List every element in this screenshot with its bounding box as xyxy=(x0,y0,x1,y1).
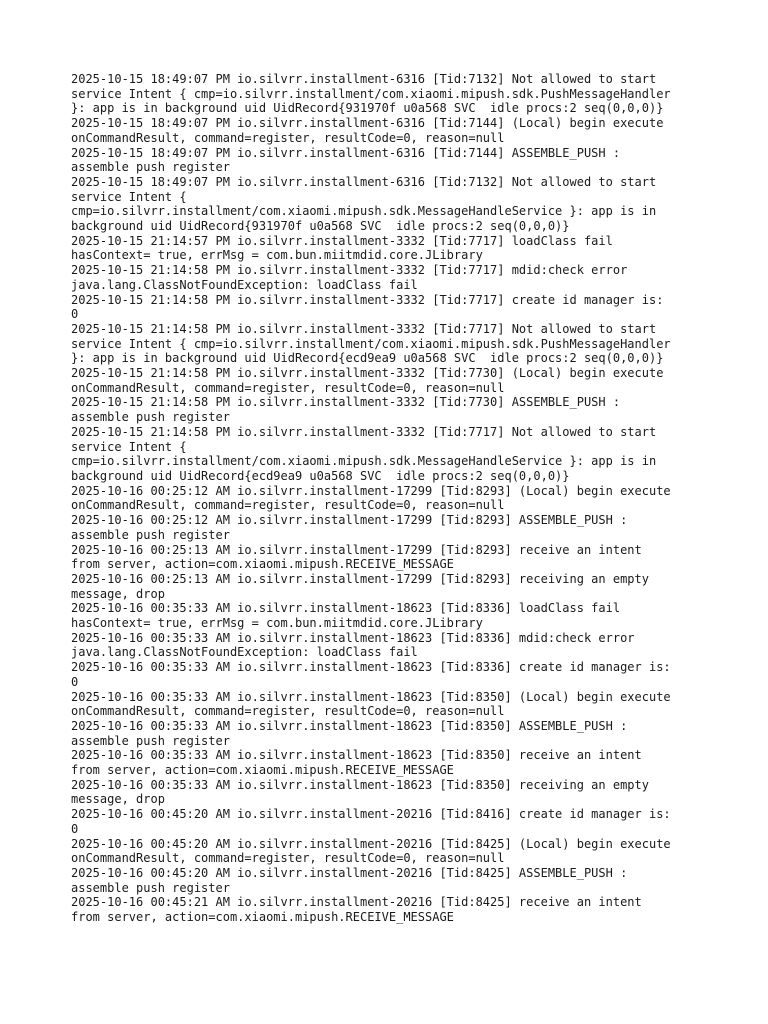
log-line: 2025-10-16 00:35:33 AM io.silvrr.installment-18623 [Tid:8336] create id manager is: xyxy=(71,660,671,675)
log-line: assemble push register xyxy=(71,880,230,895)
log-line: assemble push register xyxy=(71,733,230,748)
log-line: 2025-10-15 21:14:58 PM io.silvrr.installment-3332 [Tid:7717] Not allowed to start xyxy=(71,321,657,336)
log-line: assemble push register xyxy=(71,410,230,425)
log-line: }: app is in background uid UidRecord{931970f u0a568 SVC idle procs:2 seq(0,0,0)} xyxy=(71,101,664,116)
log-line: 2025-10-16 00:35:33 AM io.silvrr.installment-18623 [Tid:8350] (Local) begin execute xyxy=(71,689,671,704)
log-line: onCommandResult, command=register, resultCode=0, reason=null xyxy=(71,704,505,719)
log-line: 2025-10-16 00:35:33 AM io.silvrr.installment-18623 [Tid:8336] loadClass fail xyxy=(71,601,621,616)
log-line: onCommandResult, command=register, resultCode=0, reason=null xyxy=(71,130,505,145)
log-line: from server, action=com.xiaomi.mipush.RECEIVE_MESSAGE xyxy=(71,910,454,925)
log-line: from server, action=com.xiaomi.mipush.RECEIVE_MESSAGE xyxy=(71,557,454,572)
log-line: cmp=io.silvrr.installment/com.xiaomi.mipush.sdk.MessageHandleService }: app is in xyxy=(71,454,657,469)
log-line: background uid UidRecord{ecd9ea9 u0a568 SVC idle procs:2 seq(0,0,0)} xyxy=(71,468,570,483)
log-line: 2025-10-15 21:14:57 PM io.silvrr.installment-3332 [Tid:7717] loadClass fail xyxy=(71,233,613,248)
log-line: hasContext= true, errMsg = com.bun.miitmdid.core.JLibrary xyxy=(71,616,483,631)
log-line: onCommandResult, command=register, resultCode=0, reason=null xyxy=(71,498,505,513)
log-line: 0 xyxy=(71,674,79,689)
log-line: java.lang.ClassNotFoundException: loadClass fail xyxy=(71,277,418,292)
log-line: 2025-10-16 00:45:21 AM io.silvrr.installment-20216 [Tid:8425] receive an intent xyxy=(71,895,642,910)
log-line: 2025-10-16 00:25:13 AM io.silvrr.installment-17299 [Tid:8293] receive an intent xyxy=(71,542,642,557)
log-line: 2025-10-16 00:25:13 AM io.silvrr.installment-17299 [Tid:8293] receiving an empty xyxy=(71,571,649,586)
log-line: assemble push register xyxy=(71,160,230,175)
log-line: 2025-10-16 00:45:20 AM io.silvrr.installment-20216 [Tid:8425] (Local) begin execute xyxy=(71,836,671,851)
log-line: service Intent { cmp=io.silvrr.installment/com.xiaomi.mipush.sdk.PushMessageHandler xyxy=(71,336,671,351)
log-line: 0 xyxy=(71,821,79,836)
log-line: 2025-10-16 00:35:33 AM io.silvrr.installment-18623 [Tid:8350] ASSEMBLE_PUSH : xyxy=(71,718,628,733)
log-line: assemble push register xyxy=(71,527,230,542)
log-line: background uid UidRecord{931970f u0a568 SVC idle procs:2 seq(0,0,0)} xyxy=(71,219,570,234)
log-line: 2025-10-15 18:49:07 PM io.silvrr.installment-6316 [Tid:7132] Not allowed to start xyxy=(71,72,657,86)
log-line: 2025-10-16 00:45:20 AM io.silvrr.installment-20216 [Tid:8416] create id manager is: xyxy=(71,807,671,822)
log-document xyxy=(71,72,711,925)
log-line: 2025-10-16 00:35:33 AM io.silvrr.installment-18623 [Tid:8350] receive an intent xyxy=(71,748,642,763)
log-line: 2025-10-15 21:14:58 PM io.silvrr.installment-3332 [Tid:7717] mdid:check error xyxy=(71,263,628,278)
log-line: 0 xyxy=(71,307,79,322)
log-line: from server, action=com.xiaomi.mipush.RECEIVE_MESSAGE xyxy=(71,763,454,778)
log-line: 2025-10-16 00:35:33 AM io.silvrr.installment-18623 [Tid:8336] mdid:check error xyxy=(71,630,635,645)
log-line: service Intent { cmp=io.silvrr.installment/com.xiaomi.mipush.sdk.PushMessageHandler xyxy=(71,86,671,101)
log-line: service Intent { xyxy=(71,439,187,454)
log-line: 2025-10-16 00:25:12 AM io.silvrr.installment-17299 [Tid:8293] ASSEMBLE_PUSH : xyxy=(71,513,628,528)
log-line: message, drop xyxy=(71,792,165,807)
log-line: service Intent { xyxy=(71,189,187,204)
log-line: cmp=io.silvrr.installment/com.xiaomi.mipush.sdk.MessageHandleService }: app is in xyxy=(71,204,657,219)
log-line: hasContext= true, errMsg = com.bun.miitmdid.core.JLibrary xyxy=(71,248,483,263)
log-line: 2025-10-15 18:49:07 PM io.silvrr.installment-6316 [Tid:7132] Not allowed to start xyxy=(71,174,657,189)
log-line: 2025-10-16 00:45:20 AM io.silvrr.installment-20216 [Tid:8425] ASSEMBLE_PUSH : xyxy=(71,865,628,880)
log-line: }: app is in background uid UidRecord{ecd9ea9 u0a568 SVC idle procs:2 seq(0,0,0)} xyxy=(71,351,664,366)
log-line: 2025-10-15 21:14:58 PM io.silvrr.installment-3332 [Tid:7730] ASSEMBLE_PUSH : xyxy=(71,395,621,410)
log-line: onCommandResult, command=register, resultCode=0, reason=null xyxy=(71,851,505,866)
log-line: 2025-10-15 21:14:58 PM io.silvrr.installment-3332 [Tid:7730] (Local) begin execute xyxy=(71,366,664,381)
log-line: 2025-10-16 00:35:33 AM io.silvrr.installment-18623 [Tid:8350] receiving an empty xyxy=(71,777,649,792)
log-line: message, drop xyxy=(71,586,165,601)
log-line: 2025-10-15 18:49:07 PM io.silvrr.installment-6316 [Tid:7144] (Local) begin execute xyxy=(71,116,664,131)
log-line: 2025-10-16 00:25:12 AM io.silvrr.installment-17299 [Tid:8293] (Local) begin execute xyxy=(71,483,671,498)
log-text-block xyxy=(71,72,711,925)
log-line: 2025-10-15 21:14:58 PM io.silvrr.installment-3332 [Tid:7717] Not allowed to start xyxy=(71,424,657,439)
log-line: onCommandResult, command=register, resultCode=0, reason=null xyxy=(71,380,505,395)
log-line: 2025-10-15 18:49:07 PM io.silvrr.installment-6316 [Tid:7144] ASSEMBLE_PUSH : xyxy=(71,145,621,160)
log-line: java.lang.ClassNotFoundException: loadClass fail xyxy=(71,645,418,660)
log-line: 2025-10-15 21:14:58 PM io.silvrr.installment-3332 [Tid:7717] create id manager is: xyxy=(71,292,664,307)
